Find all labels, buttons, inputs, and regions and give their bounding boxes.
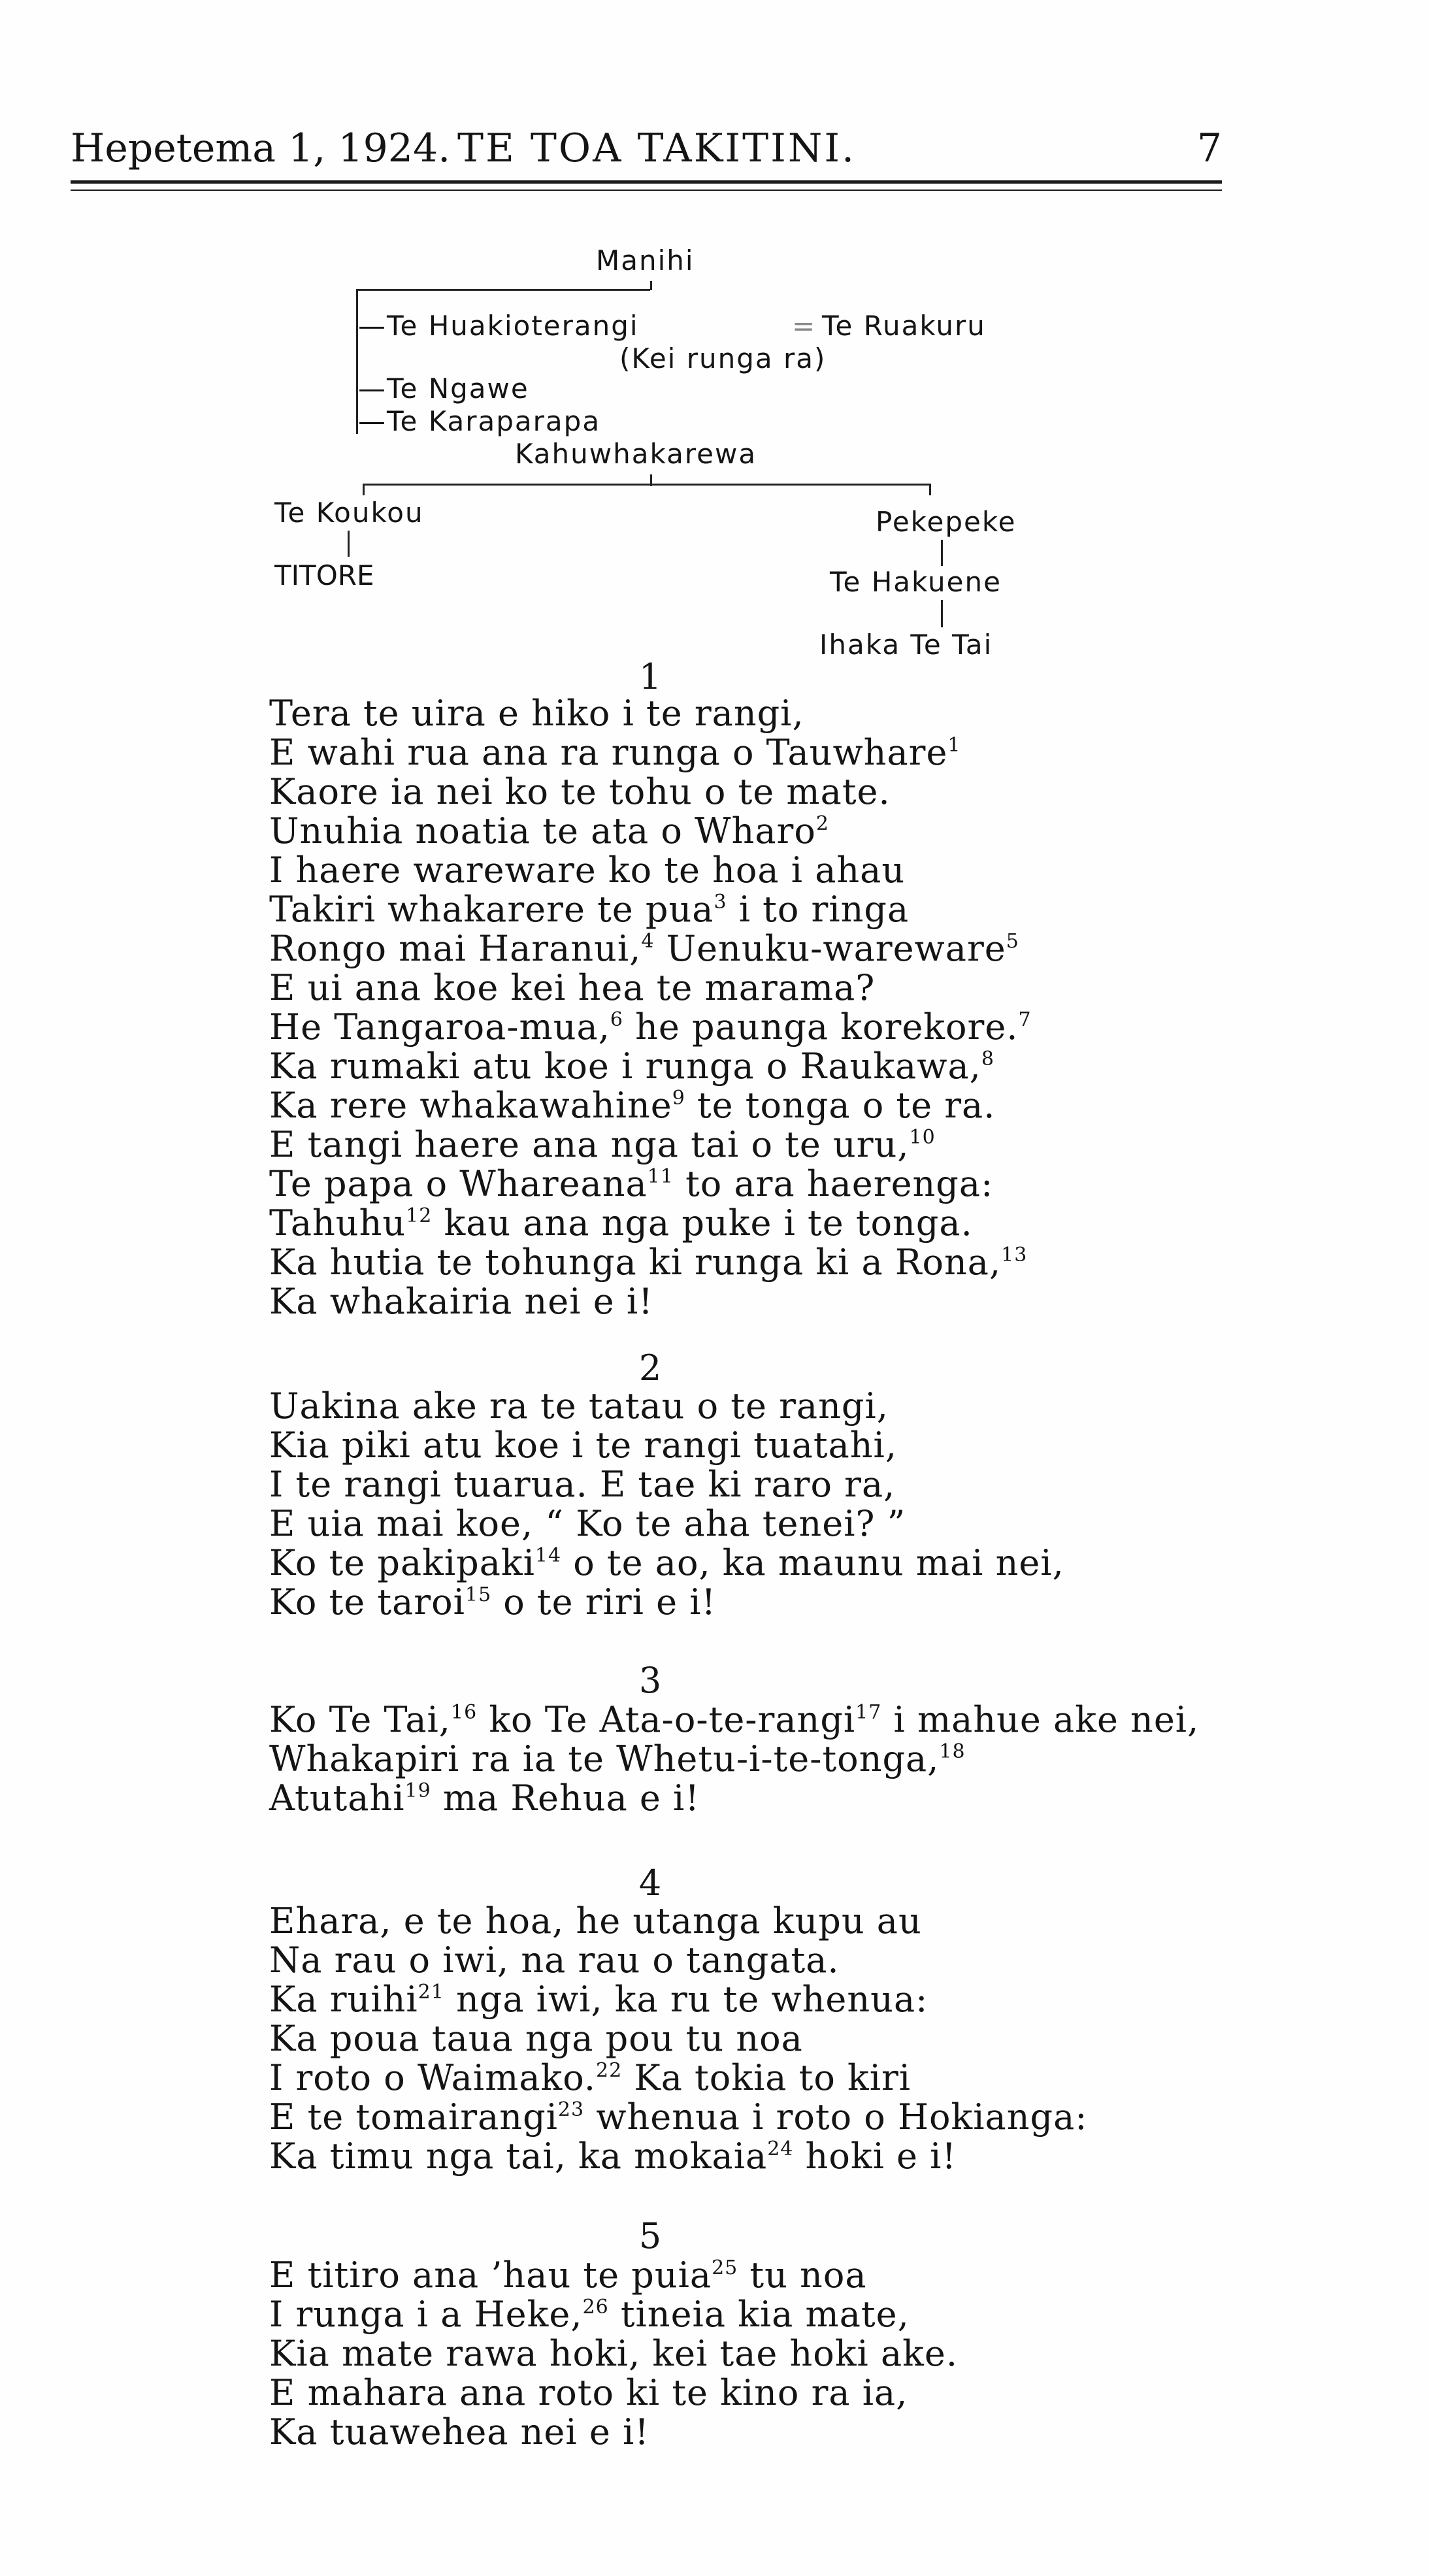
genealogy-child: —Te Karaparapa: [358, 405, 601, 437]
verse-text: ko Te Ata-o-te-rangi: [477, 1699, 856, 1740]
verse-text: Uakina ake ra te tatau o te rangi,: [269, 1385, 889, 1427]
verse-line: [269, 1426, 1064, 1465]
verse-line: [269, 1779, 1199, 1818]
footnote-ref: 8: [981, 1048, 994, 1070]
verse-text: Ka hutia te tohunga ki runga ki a Rona,: [269, 1242, 1002, 1283]
verse-text: Ko te taroi: [269, 1581, 465, 1623]
genealogy-right-branch: Te Hakuene: [830, 566, 1002, 598]
verse-text: Takiri whakarere te pua: [269, 889, 714, 930]
verse-line: [269, 2373, 958, 2413]
verse-text: Ko Te Tai,: [269, 1699, 451, 1740]
genealogy-line: [348, 531, 350, 557]
verse-text: Ka tuawehea nei e i!: [269, 2411, 649, 2452]
header-rule: [71, 180, 1222, 184]
verse-line: [269, 2019, 1087, 2058]
verse-text: te tonga o te ra.: [685, 1085, 996, 1126]
verse-line: [269, 2137, 1087, 2176]
verse-line: [269, 2413, 958, 2452]
verse-text: I haere wareware ko te hoa i ahau: [269, 850, 906, 891]
verse-text: tineia kia mate,: [608, 2294, 910, 2335]
verse-line: [269, 1086, 1032, 1125]
verse-text: Te papa o Whareana: [269, 1163, 648, 1204]
verse-text: Na rau o iwi, na rau o tangata.: [269, 1940, 840, 1981]
verse-text: E titiro ana ’hau te puia: [269, 2254, 712, 2296]
stanza-1: [269, 694, 1032, 1321]
footnote-ref: 11: [647, 1165, 674, 1188]
stanza-number: 5: [638, 2215, 662, 2256]
verse-text: hoki e i!: [793, 2136, 957, 2177]
verse-text: Ka tokia to kiri: [622, 2057, 912, 2098]
verse-text: Ehara, e te hoa, he utanga kupu au: [269, 1900, 922, 1941]
page-number: 7: [1197, 125, 1223, 171]
genealogy-root: Manihi: [596, 244, 695, 276]
verse-text: Tera te uira e hiko i te rangi,: [269, 693, 804, 734]
verse-line: [269, 1164, 1032, 1204]
verse-text: E mahara ana roto ki te kino ra ia,: [269, 2372, 908, 2413]
genealogy-line: [363, 484, 931, 486]
verse-text: E tangi haere ana nga tai o te uru,: [269, 1124, 910, 1165]
verse-text: tu noa: [738, 2254, 867, 2296]
footnote-ref: 17: [855, 1701, 882, 1724]
genealogy-right-branch: Ihaka Te Tai: [819, 629, 993, 661]
verse-text: I te rangi tuarua. E tae ki raro ra,: [269, 1464, 896, 1505]
verse-line: [269, 1125, 1032, 1164]
verse-line: [269, 1282, 1032, 1321]
footnote-ref: 26: [582, 2296, 609, 2319]
verse-text: Uenuku-wareware: [654, 928, 1006, 969]
verse-text: i mahue ake nei,: [881, 1699, 1200, 1740]
verse-line: [269, 733, 1032, 772]
footnote-ref: 10: [909, 1126, 936, 1149]
verse-line: [269, 694, 1032, 733]
verse-text: o te riri e i!: [491, 1581, 717, 1623]
verse-text: Kia mate rawa hoki, kei tae hoki ake.: [269, 2333, 959, 2374]
footnote-ref: 5: [1006, 930, 1019, 953]
genealogy-line: [941, 540, 943, 566]
footnote-ref: 3: [714, 891, 727, 914]
footnote-ref: 18: [939, 1740, 966, 1763]
verse-text: Ko te pakipaki: [269, 1542, 535, 1583]
footnote-ref: 12: [406, 1204, 433, 1227]
stanza-number: 1: [638, 656, 662, 697]
verse-text: kau ana nga puke i te tonga.: [432, 1202, 973, 1244]
genealogy-left-branch: Te Koukou: [274, 497, 424, 529]
footnote-ref: 4: [641, 930, 655, 953]
verse-text: I roto o Waimako.: [269, 2057, 596, 2098]
genealogy-line: [650, 474, 652, 486]
verse-text: E te tomairangi: [269, 2096, 558, 2138]
verse-text: I runga i a Heke,: [269, 2294, 583, 2335]
verse-text: ma Rehua e i!: [431, 1777, 700, 1819]
verse-text: to ara haerenga:: [673, 1163, 994, 1204]
verse-line: [269, 2098, 1087, 2137]
stanza-3: [269, 1700, 1199, 1818]
verse-line: [269, 2334, 958, 2373]
genealogy-child: —Te Ngawe: [358, 372, 529, 405]
footnote-ref: 23: [557, 2098, 585, 2121]
genealogy-child: —Te Huakioterangi: [358, 310, 639, 342]
verse-text: Ka rere whakawahine: [269, 1085, 672, 1126]
verse-line: [269, 772, 1032, 812]
footnote-ref: 13: [1001, 1244, 1028, 1266]
verse-text: Ka ruihi: [269, 1979, 418, 2020]
verse-text: Kia piki atu koe i te rangi tuatahi,: [269, 1425, 897, 1466]
footnote-ref: 2: [815, 812, 829, 835]
verse-text: Tahuhu: [269, 1202, 406, 1244]
footnote-ref: 16: [450, 1701, 478, 1724]
verse-line: [269, 1465, 1064, 1504]
footnote-ref: 24: [767, 2138, 794, 2160]
verse-text: E uia mai koe, “ Ko te aha tenei? ”: [269, 1503, 906, 1544]
genealogy-left-branch: TITORE: [274, 559, 374, 591]
verse-line: [269, 1740, 1199, 1779]
header-date: Hepetema 1, 1924.: [71, 125, 451, 171]
footnote-ref: 22: [596, 2059, 623, 2082]
verse-text: Ka timu nga tai, ka mokaia: [269, 2136, 768, 2177]
stanza-4: [269, 1902, 1087, 2176]
verse-line: [269, 1204, 1032, 1243]
footnote-ref: 15: [465, 1583, 492, 1606]
verse-text: Kaore ia nei ko te tohu o te mate.: [269, 771, 891, 812]
stanza-2: [269, 1387, 1064, 1622]
verse-text: Ka rumaki atu koe i runga o Raukawa,: [269, 1046, 981, 1087]
verse-text: i to ringa: [727, 889, 910, 930]
verse-text: E ui ana koe kei hea te marama?: [269, 967, 876, 1008]
verse-text: whenua i roto o Hokianga:: [584, 2096, 1088, 2138]
genealogy-marriage-sign: =: [792, 310, 817, 342]
verse-text: Rongo mai Haranui,: [269, 928, 642, 969]
stanza-number: 3: [638, 1660, 662, 1701]
verse-line: [269, 1544, 1064, 1583]
verse-line: [269, 2295, 958, 2334]
genealogy-line: [650, 281, 652, 290]
verse-line: [269, 1008, 1032, 1047]
verse-text: E wahi rua ana ra runga o Tauwhare: [269, 732, 948, 773]
header-title: TE TOA TAKITINI.: [457, 125, 857, 171]
verse-text: o te ao, ka maunu mai nei,: [561, 1542, 1064, 1583]
verse-line: [269, 2256, 958, 2295]
stanza-number: 2: [638, 1347, 662, 1389]
verse-line: [269, 1941, 1087, 1980]
footnote-ref: 21: [418, 1981, 444, 2004]
verse-line: [269, 1700, 1199, 1740]
verse-text: nga iwi, ka ru te whenua:: [444, 1979, 928, 2020]
stanza-5: [269, 2256, 958, 2452]
header-rule-thin: [71, 190, 1222, 191]
genealogy-line: [941, 600, 943, 627]
verse-line: [269, 1902, 1087, 1941]
verse-text: Unuhia noatia te ata o Wharo: [269, 810, 816, 851]
verse-line: [269, 851, 1032, 890]
verse-line: [269, 812, 1032, 851]
genealogy-right-branch: Pekepeke: [876, 506, 1017, 538]
verse-line: [269, 929, 1032, 968]
genealogy-spouse: Te Ruakuru: [822, 310, 986, 342]
verse-line: [269, 1583, 1064, 1622]
verse-line: [269, 1047, 1032, 1086]
verse-line: [269, 1243, 1032, 1282]
footnote-ref: 9: [672, 1087, 685, 1110]
verse-text: Ka whakairia nei e i!: [269, 1281, 653, 1322]
verse-text: Whakapiri ra ia te Whetu-i-te-tonga,: [269, 1738, 940, 1779]
genealogy-line: [929, 484, 931, 495]
verse-text: He Tangaroa-mua,: [269, 1006, 610, 1048]
footnote-ref: 6: [610, 1008, 623, 1031]
footnote-ref: 19: [404, 1779, 431, 1802]
genealogy-descendant: Kahuwhakarewa: [515, 438, 757, 470]
verse-line: [269, 1387, 1064, 1426]
verse-line: [269, 2058, 1087, 2098]
verse-line: [269, 968, 1032, 1008]
footnote-ref: 1: [947, 734, 961, 757]
verse-text: Atutahi: [269, 1777, 405, 1819]
footnote-ref: 7: [1018, 1008, 1032, 1031]
footnote-ref: 14: [534, 1544, 562, 1567]
verse-text: Ka poua taua nga pou tu noa: [269, 2018, 803, 2059]
verse-line: [269, 1980, 1087, 2019]
stanza-number: 4: [638, 1862, 662, 1904]
verse-line: [269, 890, 1032, 929]
verse-text: he paunga korekore.: [623, 1006, 1019, 1048]
verse-line: [269, 1504, 1064, 1544]
genealogy-line: [356, 289, 650, 291]
genealogy-spouse-note: (Kei runga ra): [619, 342, 827, 374]
footnote-ref: 25: [712, 2256, 738, 2279]
genealogy-line: [363, 484, 365, 495]
